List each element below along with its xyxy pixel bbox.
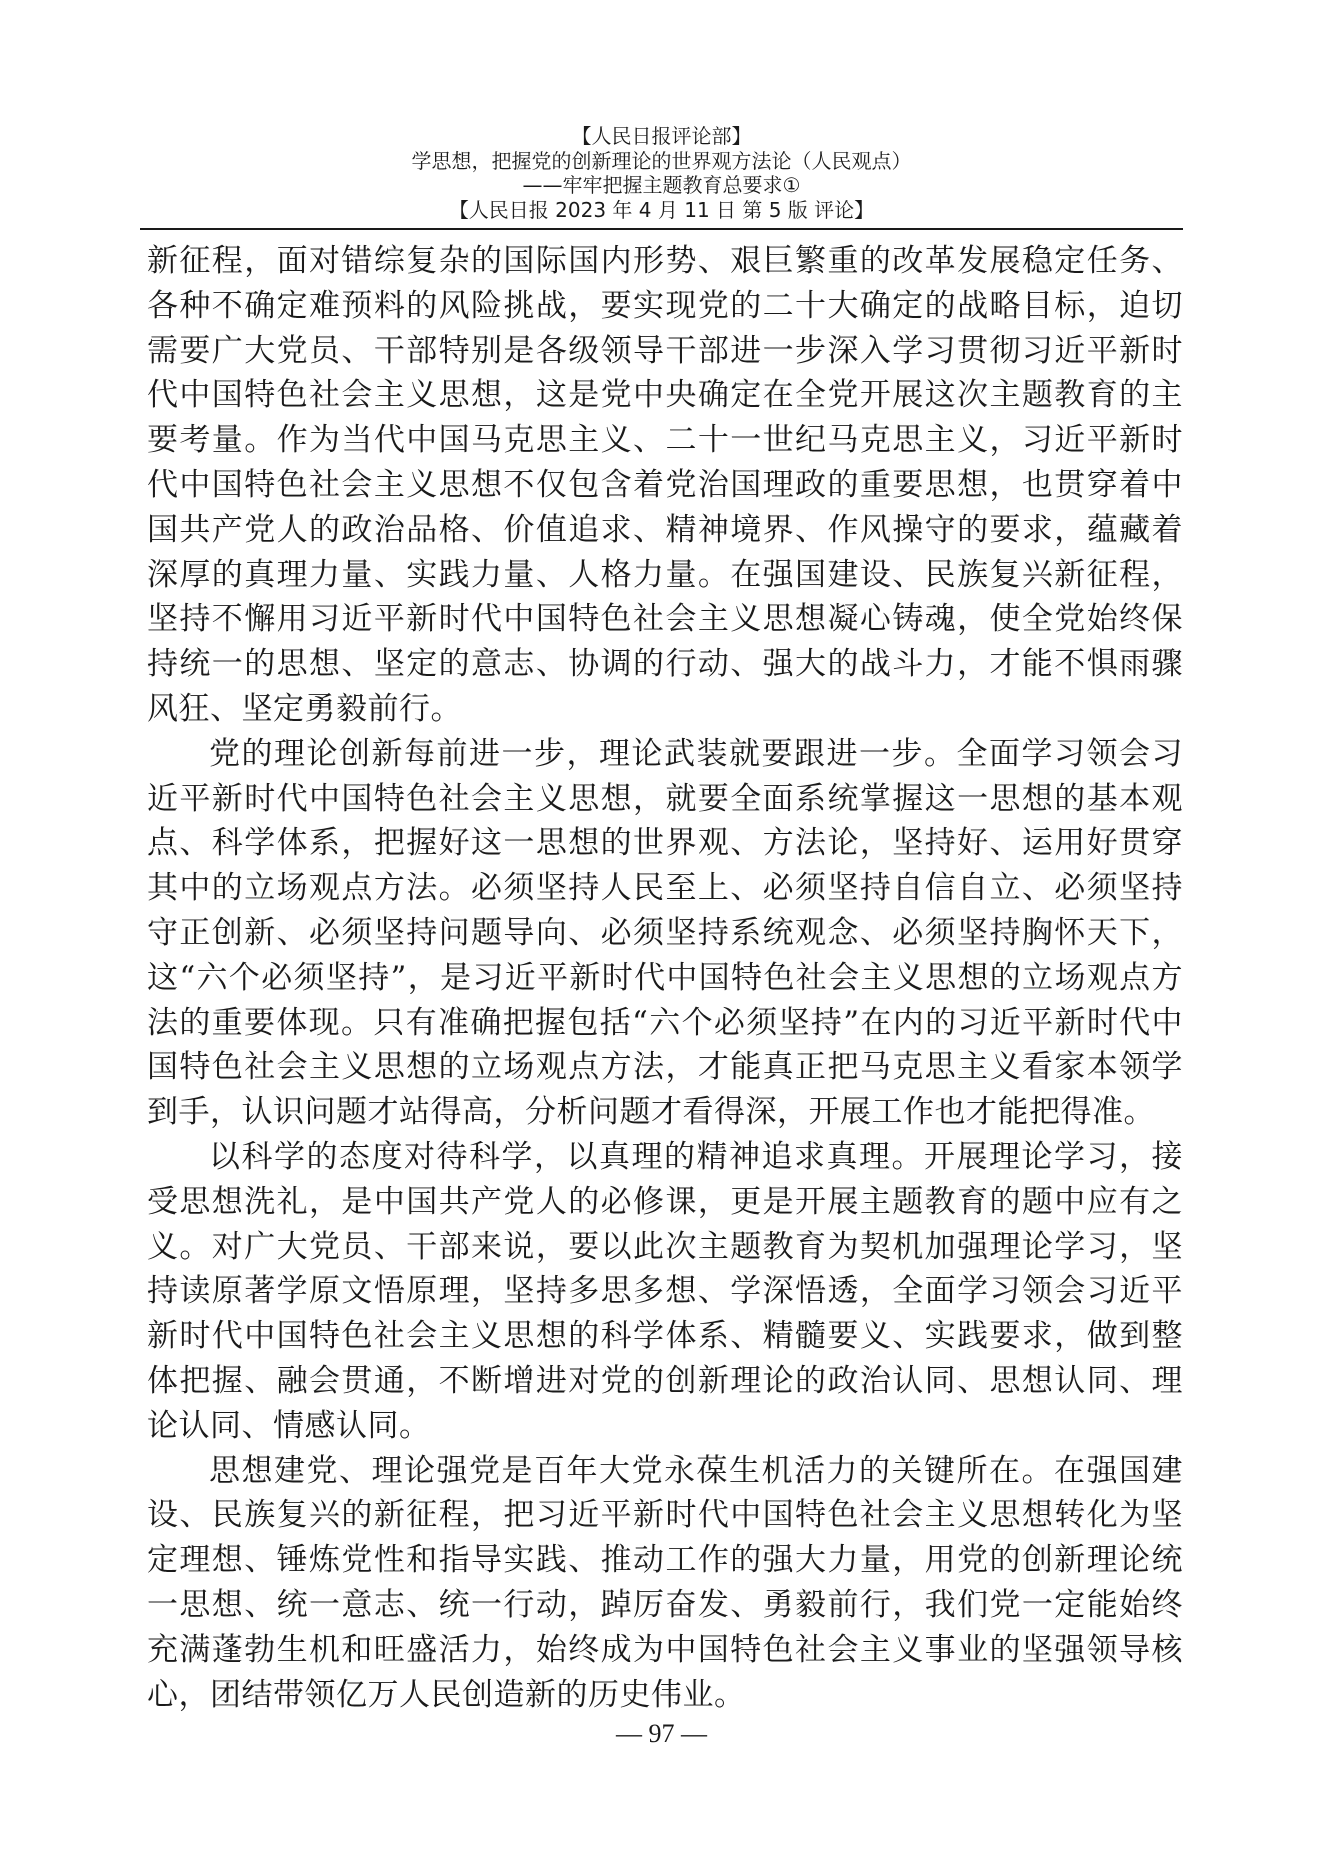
- article-subtitle: ——牢牢把握主题教育总要求①: [522, 173, 801, 197]
- header-divider: [140, 228, 1183, 230]
- article-header: [140, 124, 1183, 222]
- paragraph: 党的理论创新每前进一步，理论武装就要跟进一步。全面学习领会习近平新时代中国特色社会主义思想，就要全面系统掌握这一思想的基本观点、科学体系，把握好这一思想的世界观、方法论，坚持好、运用好贯穿其中的立场观点方法。必须坚持人民至上、必须坚持自信自立、必须坚持守正创新、必须坚持问题导向、必须坚持系统观念、必须坚持胸怀天下，这“六个必须坚持”，是习近平新时代中国特色社会主义思想的立场观点方法的重要体现。只有准确把握包括“六个必须坚持”在内的习近平新时代中国特色社会主义思想的立场观点方法，才能真正把马克思主义看家本领学到手，认识问题才站得高，分析问题才看得深，开展工作也才能把得准。: [147, 735, 1183, 1131]
- publication-info: 【人民日报 2023 年 4 月 11 日 第 5 版 评论】: [448, 197, 875, 222]
- article-title: 学思想，把握党的创新理论的世界观方法论（人民观点）: [411, 148, 912, 173]
- paragraph: 新征程，面对错综复杂的国际国内形势、艰巨繁重的改革发展稳定任务、各种不确定难预料的风险挑战，要实现党的二十大确定的战略目标，迫切需要广大党员、干部特别是各级领导干部进一步深入学习贯彻习近平新时代中国特色社会主义思想，这是党中央确定在全党开展这次主题教育的主要考量。作为当代中国马克思主义、二十一世纪马克思主义，习近平新时代中国特色社会主义思想不仅包含着党治国理政的重要思想，也贯穿着中国共产党人的政治品格、价值追求、精神境界、作风操守的要求，蕴藏着深厚的真理力量、实践力量、人格力量。在强国建设、民族复兴新征程，坚持不懈用习近平新时代中国特色社会主义思想凝心铸魂，使全党始终保持统一的思想、坚定的意志、协调的行动、强大的战斗力，才能不惧雨骤风狂、坚定勇毅前行。: [147, 243, 1183, 727]
- paragraph: 思想建党、理论强党是百年大党永葆生机活力的关键所在。在强国建设、民族复兴的新征程，把习近平新时代中国特色社会主义思想转化为坚定理想、锤炼党性和指导实践、推动工作的强大力量，用党的创新理论统一思想、统一意志、统一行动，踔厉奋发、勇毅前行，我们党一定能始终充满蓬勃生机和旺盛活力，始终成为中国特色社会主义事业的坚强领导核心，团结带领亿万人民创造新的历史伟业。: [147, 1452, 1183, 1713]
- header-section: 【人民日报评论部】: [571, 124, 752, 148]
- page-number: — 97 —: [616, 1719, 707, 1748]
- paragraph: 以科学的态度对待科学，以真理的精神追求真理。开展理论学习，接受思想洗礼，是中国共产党人的必修课，更是开展主题教育的题中应有之义。对广大党员、干部来说，要以此次主题教育为契机加强理论学习，坚持读原著学原文悟原理，坚持多思多想、学深悟透，全面学习领会习近平新时代中国特色社会主义思想的科学体系、精髓要义、实践要求，做到整体把握、融会贯通，不断增进对党的创新理论的政治认同、思想认同、理论认同、情感认同。: [147, 1138, 1183, 1444]
- article-body: [147, 239, 1183, 1717]
